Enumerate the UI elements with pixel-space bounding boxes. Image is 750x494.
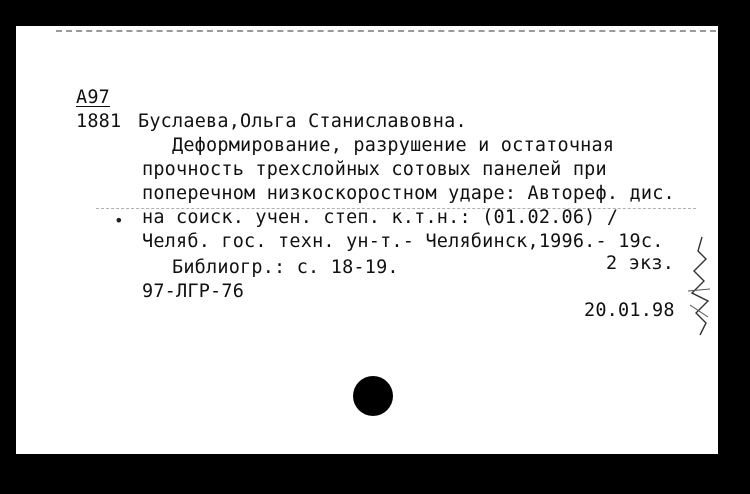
title-line-1: Деформирование, разрушение и остаточная [172,135,615,156]
bullet-mark: • [114,211,124,230]
title-line-3: поперечном низкоскоростном ударе: Автореф. дис. [142,183,675,204]
author-heading: Буслаева,Ольга Станиславовна. [138,111,467,132]
entry-date: 20.01.98 [584,300,675,321]
shelf-code: А97 [76,87,111,108]
top-dashed-border [56,30,716,32]
handwritten-mark-icon [680,231,714,341]
inventory-number: 97-ЛГР-76 [142,281,245,302]
title-line-4: на соиск. учен. степ. к.т.н.: (01.02.06) / [142,207,619,228]
record-number: 1881 [76,111,122,132]
catalog-card [16,26,718,454]
copies-count: 2 экз. [606,253,675,274]
bibliography-note: Библиогр.: с. 18-19. [172,257,399,278]
title-line-2: прочность трехслойных сотовых панелей при [142,159,607,180]
title-line-5: Челяб. гос. техн. ун-т.- Челябинск,1996.- 19с. [142,231,664,252]
punch-hole [353,376,393,416]
